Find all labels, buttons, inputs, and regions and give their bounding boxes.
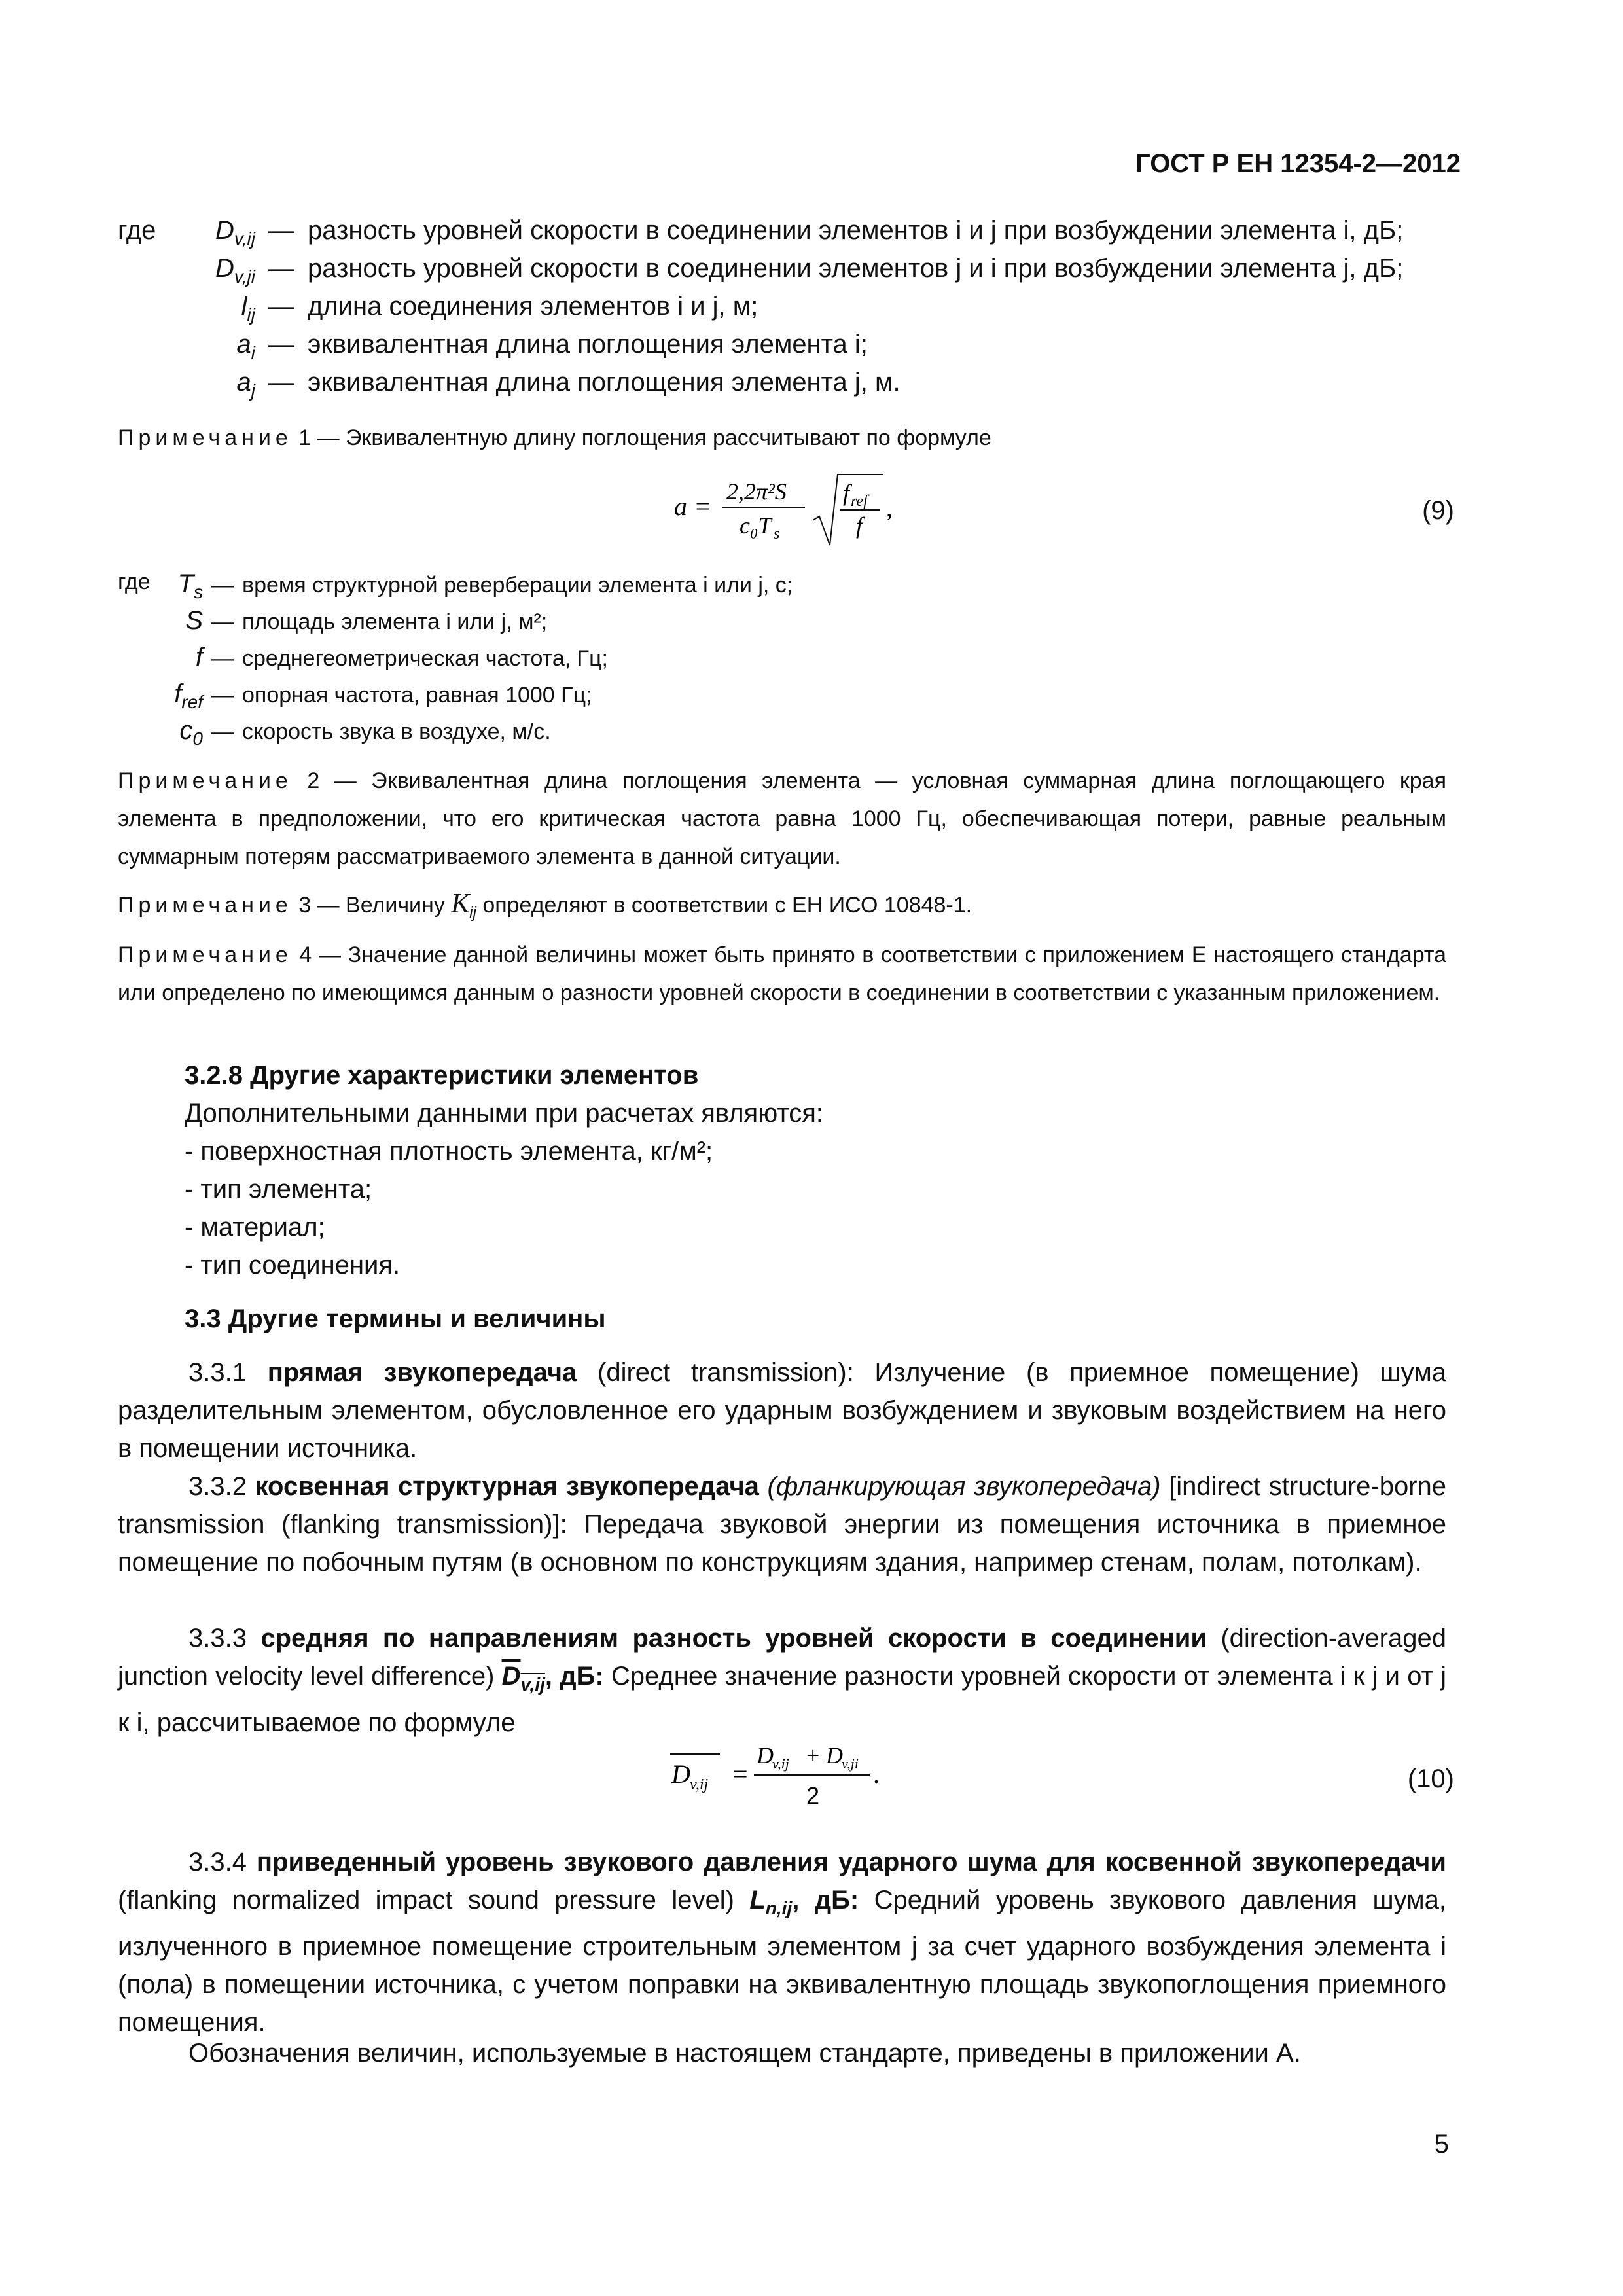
note-text: 1 — Эквивалентную длину поглощения рассчитывают по формуле bbox=[298, 425, 991, 450]
note-label: Примечание bbox=[118, 425, 293, 450]
symbol: a bbox=[236, 330, 251, 359]
standard-header: ГОСТ Р ЕН 12354-2—2012 bbox=[1135, 149, 1461, 178]
term-name: средняя по направлениям разность уровней скорости в соединении bbox=[260, 1624, 1207, 1653]
definition-dash: — bbox=[268, 292, 294, 321]
term-symbol: L bbox=[749, 1886, 766, 1914]
note-label: Примечание bbox=[118, 942, 293, 967]
note-text-a: 3 — Величину bbox=[298, 893, 445, 918]
note-label: Примечание bbox=[118, 768, 293, 793]
formula-9-numerator: 2,2π²S bbox=[726, 478, 787, 505]
definition-row bbox=[118, 216, 1453, 254]
term-number: 3.3.2 bbox=[188, 1472, 247, 1501]
section-3-2-8 bbox=[118, 1056, 1446, 1284]
definition-symbol bbox=[118, 292, 255, 325]
sqrt-num-sub: ref bbox=[851, 493, 868, 510]
definition-symbol bbox=[118, 330, 255, 363]
list-item: - материал; bbox=[185, 1213, 325, 1242]
symbol: c bbox=[179, 716, 193, 745]
definition-dash: — bbox=[211, 609, 234, 634]
formula-9-den-sub: s bbox=[774, 526, 780, 543]
definition-lead: где bbox=[118, 569, 151, 594]
definition-dash: — bbox=[211, 719, 234, 744]
term-number: 3.3.1 bbox=[188, 1358, 247, 1387]
definition-row bbox=[118, 292, 1453, 330]
definition-row bbox=[118, 330, 1453, 368]
note-text-b: определяют в соответствии с ЕН ИСО 10848-1. bbox=[482, 893, 972, 918]
note-1 bbox=[118, 419, 1446, 457]
definition-symbol bbox=[118, 368, 255, 401]
definition-text: разность уровней скорости в соединении элементов i и j при возбуждении элемента i, дБ; bbox=[308, 216, 1404, 245]
definition-symbol bbox=[118, 569, 203, 603]
note-symbol-sub: ij bbox=[469, 903, 476, 922]
definition-row bbox=[118, 716, 1453, 753]
formula-10-lhs: D bbox=[671, 1759, 690, 1789]
equation-number-10: (10) bbox=[1407, 1765, 1454, 1793]
definition-row bbox=[118, 606, 1453, 643]
definition-text: разность уровней скорости в соединении элементов j и i при возбуждении элемента j, дБ; bbox=[308, 254, 1404, 283]
symbol: f bbox=[174, 679, 182, 708]
definition-row bbox=[118, 368, 1453, 406]
term-3-3-1 bbox=[118, 1354, 1446, 1467]
formula-9-svg bbox=[674, 468, 936, 553]
term-alt: (фланкирующая звукопередача) bbox=[767, 1472, 1161, 1501]
section-3-3-heading: 3.3 Другие термины и величины bbox=[185, 1304, 606, 1333]
term-unit: , дБ: bbox=[792, 1886, 859, 1914]
formula-10-eq: = bbox=[733, 1759, 748, 1789]
definitions-list-1 bbox=[118, 216, 1453, 406]
definition-symbol bbox=[118, 606, 203, 639]
note-symbol: K bbox=[451, 889, 470, 919]
term-symbol-sub: v,ij bbox=[520, 1674, 545, 1695]
term-number: 3.3.3 bbox=[188, 1624, 247, 1653]
term-3-3-2 bbox=[118, 1467, 1446, 1581]
equation-number-9: (9) bbox=[1422, 496, 1454, 525]
term-symbol: $\overline{D}$ bbox=[501, 1662, 521, 1691]
term-text-a: (direction-averaged junction velocity level difference) bbox=[118, 1624, 1446, 1691]
symbol-sub: j bbox=[251, 380, 255, 401]
formula-10-tail: . bbox=[873, 1759, 880, 1789]
list-item: - тип соединения. bbox=[185, 1251, 401, 1280]
note-4 bbox=[118, 936, 1446, 1012]
note-label: Примечание bbox=[118, 893, 293, 918]
symbol-sub: i bbox=[251, 342, 255, 363]
definition-text: эквивалентная длина поглощения элемента j, м. bbox=[308, 368, 901, 397]
term-3-3-4 bbox=[118, 1843, 1446, 2041]
symbol-sub: s bbox=[194, 582, 203, 602]
symbol-sub: ref bbox=[181, 692, 203, 712]
definition-text: среднегеометрическая частота, Гц; bbox=[242, 646, 609, 671]
term-text: [indirect structure-borne transmission (flanking transmission)]: Передача звуковой энергии из помещения источника в приемное помещение по побочным путям (в основном по конструкциям здания, например стенам, полам, потолкам). bbox=[118, 1472, 1447, 1577]
page-number: 5 bbox=[1434, 2130, 1449, 2159]
closing-paragraph: Обозначения величин, используемые в настоящем стандарте, приведены в приложении А. bbox=[188, 2039, 1301, 2068]
definition-row bbox=[118, 679, 1453, 716]
term-unit: , дБ: bbox=[544, 1662, 604, 1691]
term-name: приведенный уровень звукового давления ударного шума для косвенной звукопередачи bbox=[256, 1848, 1446, 1876]
symbol: D bbox=[215, 254, 234, 283]
formula-10-plus: + bbox=[806, 1742, 820, 1768]
definition-text: длина соединения элементов i и j, м; bbox=[308, 292, 758, 321]
definition-text: эквивалентная длина поглощения элемента i; bbox=[308, 330, 868, 359]
formula-9-comma: , bbox=[886, 493, 893, 522]
definition-text: площадь элемента i или j, м²; bbox=[242, 609, 548, 634]
definitions-list-2 bbox=[118, 569, 1453, 753]
definition-dash: — bbox=[268, 216, 294, 245]
note-2 bbox=[118, 762, 1446, 876]
definition-dash: — bbox=[268, 330, 294, 359]
term-3-3-3 bbox=[118, 1619, 1446, 1742]
list-item: - тип элемента; bbox=[185, 1175, 372, 1204]
note-text: 2 — Эквивалентная длина поглощения элемента — условная суммарная длина поглощающего края элемента в предположении, что его критическая частота равна 1000 Гц, обеспечивающая потери, равные реальным суммарным потерям рассматриваемого элемента в данной ситуации. bbox=[118, 768, 1446, 869]
list-item: - поверхностная плотность элемента, кг/м²; bbox=[185, 1137, 713, 1166]
symbol-sub: ij bbox=[247, 304, 255, 325]
note-text: 4 — Значение данной величины может быть принято в соответствии с приложением Е настоящего стандарта или определено по имеющимся данным о разности уровней скорости в соединении в соответствии с указанным приложением. bbox=[118, 942, 1446, 1005]
formula-9-denominator: c₀T bbox=[740, 512, 772, 539]
definition-lead: где bbox=[118, 216, 156, 245]
sqrt-numerator: f bbox=[843, 480, 850, 506]
definition-row bbox=[118, 643, 1453, 679]
formula-10-lhs-sub: v,ij bbox=[690, 1776, 709, 1793]
formula-10-num-a-sub: v,ij bbox=[772, 1755, 789, 1772]
definition-symbol bbox=[118, 679, 203, 713]
symbol-sub: v,ji bbox=[234, 266, 255, 287]
sqrt-denominator: f bbox=[856, 512, 863, 539]
section-intro: Дополнительными данными при расчетах являются: bbox=[185, 1099, 823, 1128]
definition-row bbox=[118, 569, 1453, 606]
definition-text: опорная частота, равная 1000 Гц; bbox=[242, 683, 592, 708]
definition-symbol bbox=[118, 716, 203, 749]
term-text: (direct transmission): Излучение (в приемное помещение) шума разделительным элементом, обусловленное его ударным возбуждением и звуковым воздействием на него в помещении источника. bbox=[118, 1358, 1446, 1463]
definition-dash: — bbox=[211, 573, 234, 598]
definition-text: скорость звука в воздухе, м/с. bbox=[242, 719, 551, 744]
definition-dash: — bbox=[211, 683, 234, 708]
formula-10-den: 2 bbox=[806, 1782, 820, 1809]
definition-dash: — bbox=[211, 646, 234, 671]
term-name: прямая звукопередача bbox=[267, 1358, 577, 1387]
section-heading: 3.2.8 Другие характеристики элементов bbox=[185, 1061, 699, 1090]
symbol: D bbox=[215, 216, 234, 245]
formula-10-num-b-sub: v,ji bbox=[842, 1755, 859, 1772]
definition-symbol bbox=[118, 216, 255, 249]
definition-row bbox=[118, 254, 1453, 292]
term-text-b: Средний уровень звукового давления шума, излученного в приемное помещение строительным элементом j за счет ударного возбуждения элемента i (пола) в помещении источника, с учетом поправки на эквивалентную площадь звукопоглощения приемного помещения. bbox=[118, 1886, 1446, 2037]
symbol: a bbox=[236, 368, 251, 397]
symbol: f bbox=[195, 643, 203, 672]
symbol: l bbox=[241, 292, 247, 321]
formula-10-svg bbox=[668, 1736, 929, 1821]
symbol-sub: 0 bbox=[192, 728, 203, 749]
definition-dash: — bbox=[268, 368, 294, 397]
definition-text: время структурной реверберации элемента i или j, с; bbox=[242, 573, 793, 598]
term-text-b: Среднее значение разности уровней скорости от элемента i к j и от j к i, рассчитываемое по формуле bbox=[118, 1662, 1447, 1737]
term-symbol-sub: n,ij bbox=[765, 1898, 793, 1918]
symbol-sub: v,ij bbox=[234, 228, 255, 249]
term-number: 3.3.4 bbox=[188, 1848, 247, 1876]
formula-9-lhs: a = bbox=[674, 492, 711, 521]
formula-10-num-b: D bbox=[826, 1742, 843, 1768]
term-text-a: (flanking normalized impact sound pressure level) bbox=[118, 1886, 734, 1914]
symbol: T bbox=[177, 569, 194, 598]
note-3 bbox=[118, 885, 1446, 932]
definition-symbol bbox=[118, 254, 255, 287]
symbol: S bbox=[185, 606, 203, 635]
term-name: косвенная структурная звукопередача bbox=[255, 1472, 759, 1501]
formula-10-num-a: D bbox=[757, 1742, 774, 1768]
definition-dash: — bbox=[268, 254, 294, 283]
definition-symbol bbox=[118, 643, 203, 676]
